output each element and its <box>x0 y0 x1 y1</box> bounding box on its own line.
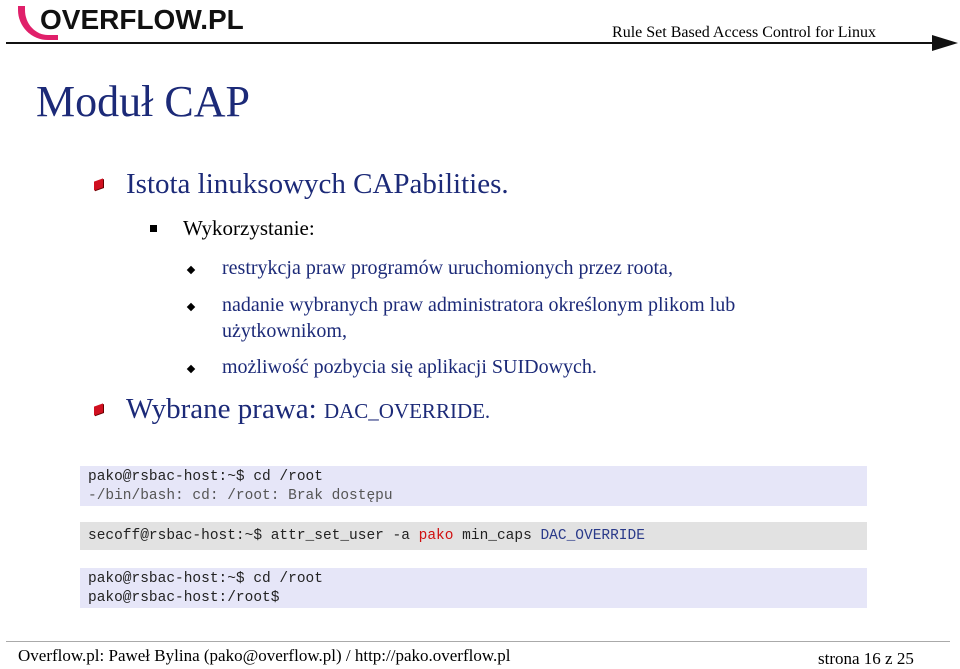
capability-name: DAC_OVERRIDE. <box>323 399 491 423</box>
diamond-bullet-icon <box>187 266 195 274</box>
code-text: secoff@rsbac-host:~$ attr_set_user -a <box>88 528 419 544</box>
code-line: pako@rsbac-host:~$ cd /root <box>88 571 323 587</box>
arrow-icon <box>932 35 958 51</box>
code-capability: DAC_OVERRIDE <box>540 528 645 544</box>
slide-title: Moduł CAP <box>36 77 250 126</box>
list-item-continued: użytkownikom, <box>222 320 347 342</box>
footer-author: Overflow.pl: Paweł Bylina (pako@overflow.pl) / http://pako.overflow.pl <box>18 646 511 665</box>
code-box <box>80 568 867 608</box>
code-text: min_caps <box>453 528 541 544</box>
header-title: Rule Set Based Access Control for Linux <box>612 24 876 41</box>
code-box <box>80 522 867 550</box>
list-item: możliwość pozbycia się aplikacji SUIDowych. <box>222 356 597 378</box>
code-line: pako@rsbac-host:/root$ <box>88 590 280 606</box>
bullet-icon <box>94 403 103 415</box>
list-item: restrykcja praw programów uruchomionych przez roota, <box>222 257 673 279</box>
square-bullet-icon <box>150 225 157 232</box>
code-line: -/bin/bash: cd: /root: Brak dostępu <box>88 488 393 504</box>
logo-text: OVERFLOW.PL <box>40 4 244 35</box>
bullet-icon <box>94 178 103 190</box>
bullet-text: Wybrane prawa: <box>126 393 324 425</box>
bullet-text: Istota linuksowych CAPabilities. <box>126 168 509 200</box>
header-divider <box>6 42 936 44</box>
overflow-logo <box>18 2 278 42</box>
code-box <box>80 466 867 506</box>
sub-heading: Wykorzystanie: <box>183 216 315 240</box>
diamond-bullet-icon <box>187 303 195 311</box>
diamond-bullet-icon <box>187 365 195 373</box>
footer-divider <box>6 641 950 642</box>
list-item: nadanie wybranych praw administratora określonym plikom lub <box>222 294 736 316</box>
code-user: pako <box>418 528 454 544</box>
code-line: pako@rsbac-host:~$ cd /root <box>88 469 323 485</box>
page-number: strona 16 z 25 <box>818 649 914 668</box>
